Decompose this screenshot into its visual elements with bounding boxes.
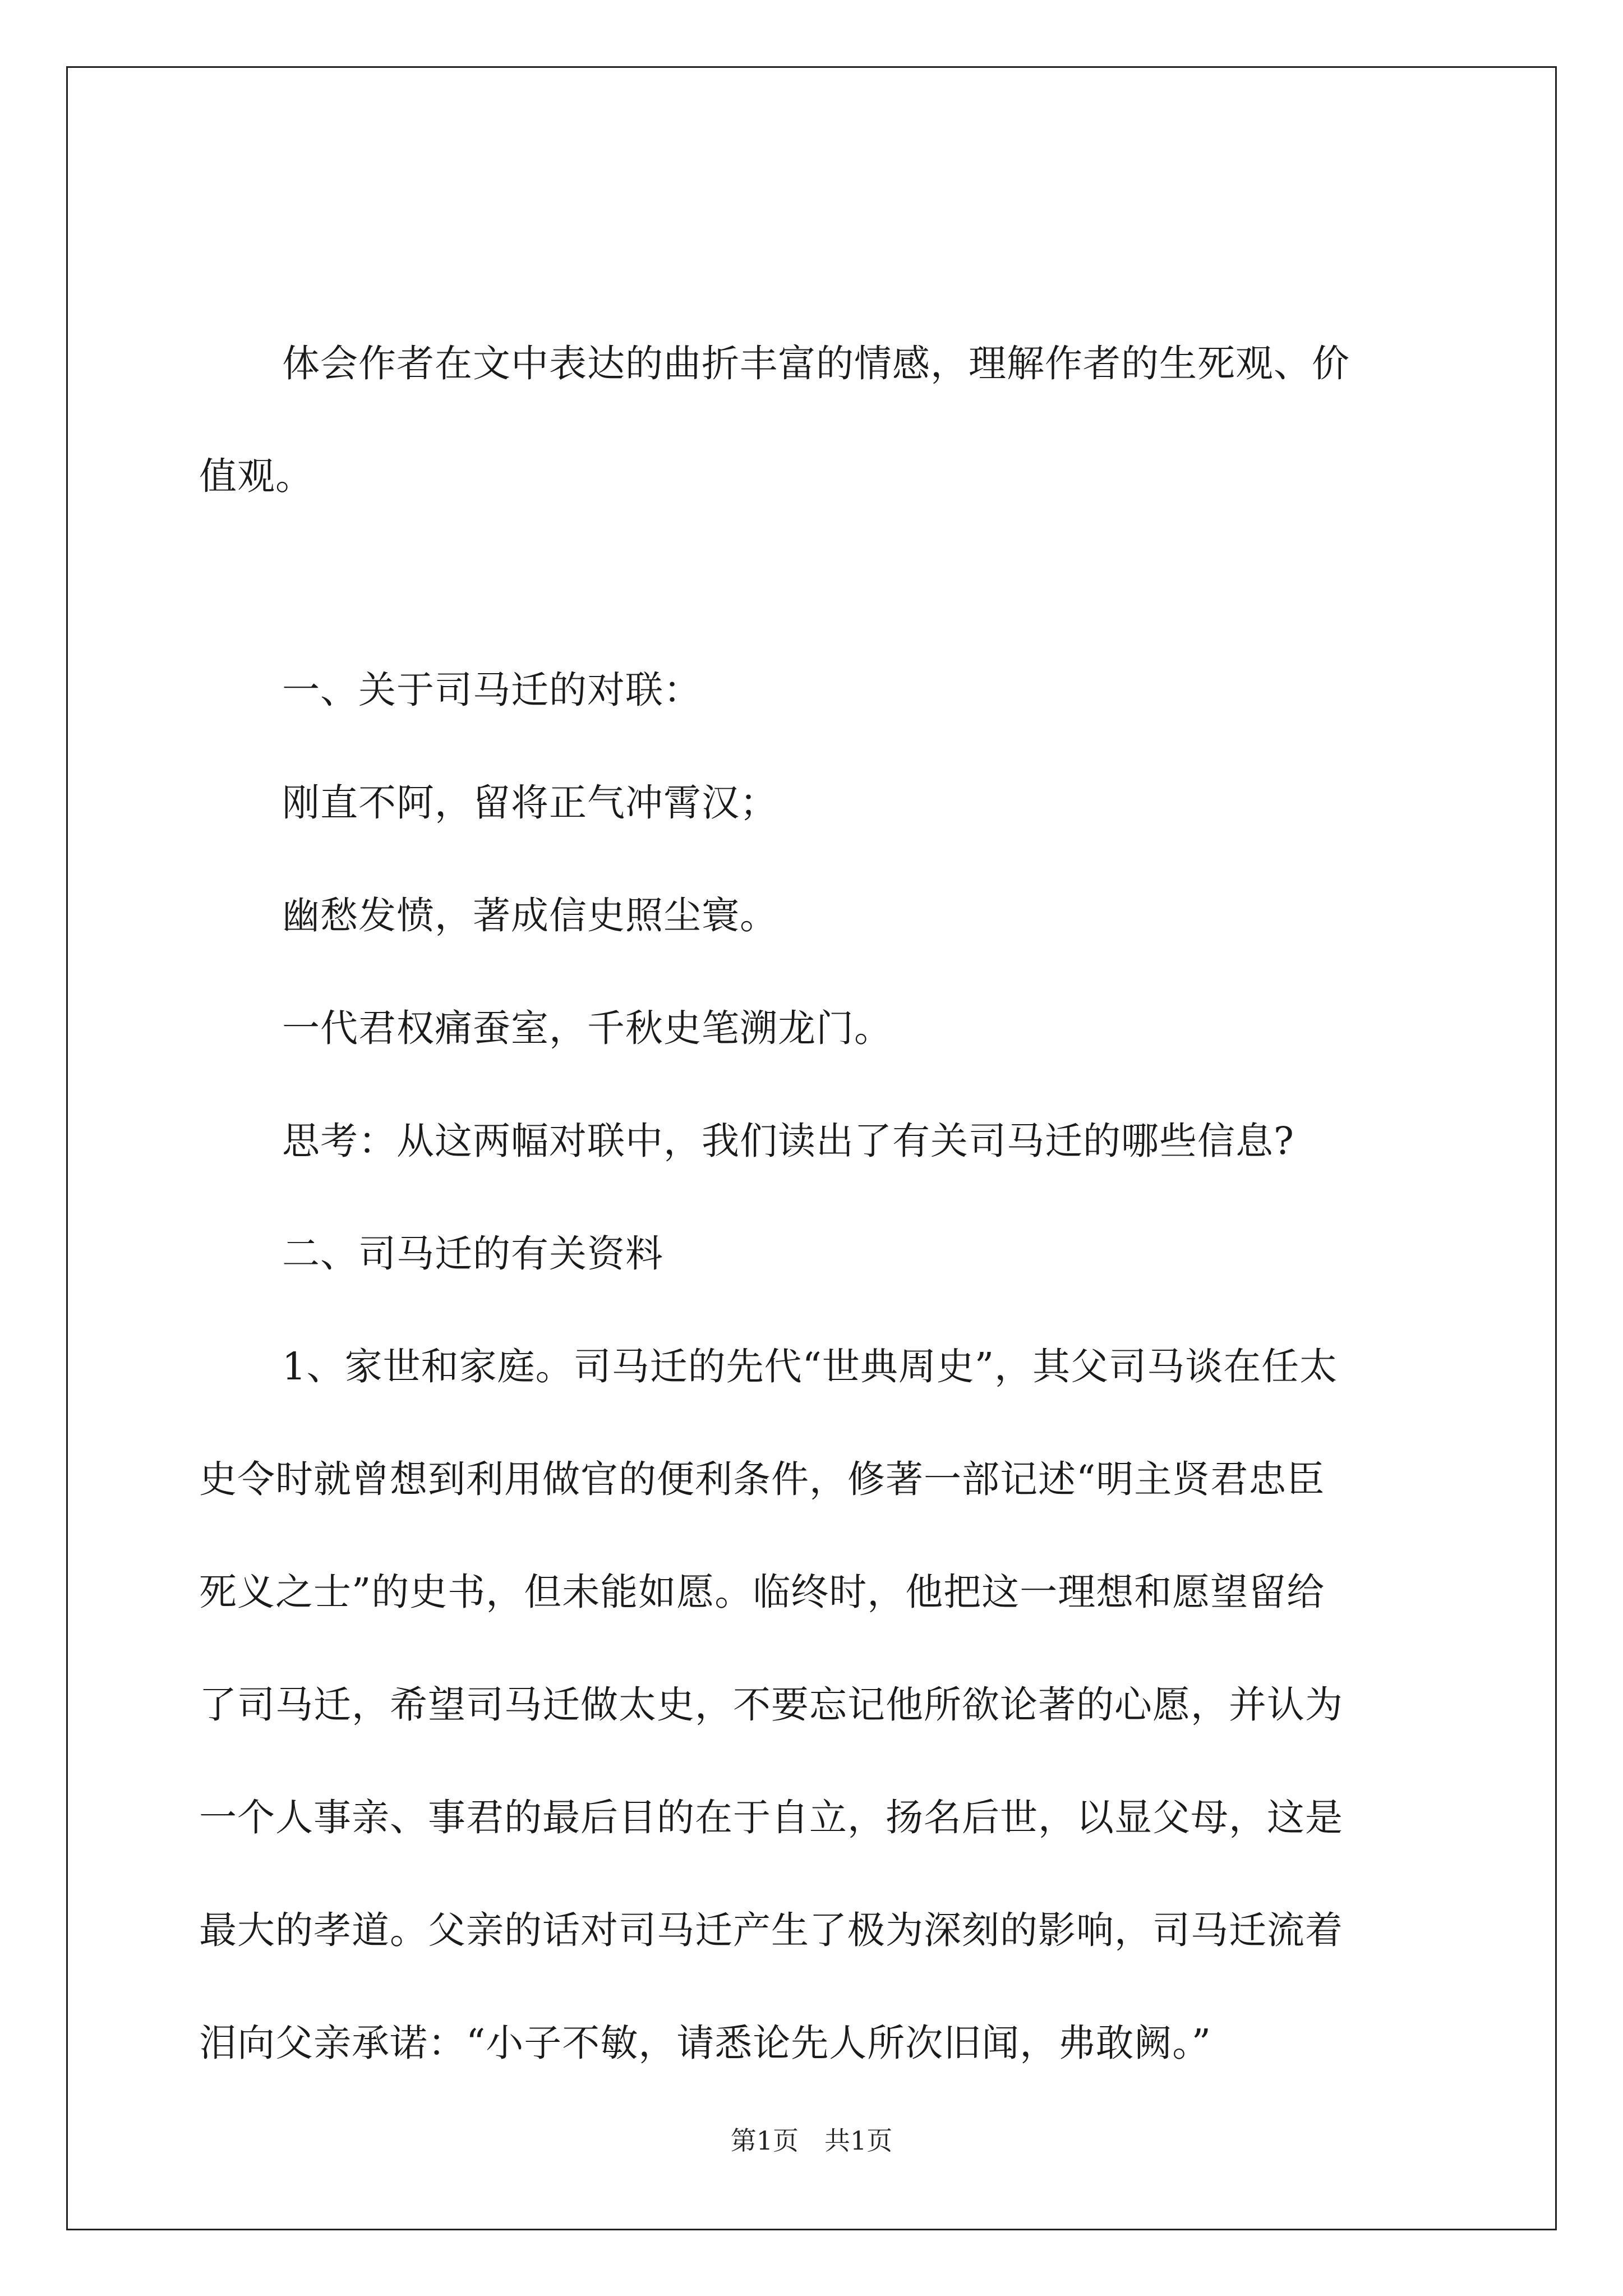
paragraph-intro — [199, 307, 1433, 533]
text-line: 一个人事亲、事君的最后目的在于自立，扬名后世，以显父母，这是 — [199, 1796, 1343, 1839]
text-line: 二、司马迁的有关资料 — [282, 1232, 663, 1276]
text-line: 一、关于司马迁的对联： — [282, 668, 702, 712]
text-line: 死义之士”的史书，但未能如愿。临终时，他把这一理想和愿望留给 — [199, 1570, 1325, 1614]
couplet-line — [199, 972, 1433, 1085]
text-line: 值观。 — [199, 454, 313, 498]
text-line: 了司马迁，希望司马迁做太史，不要忘记他所欲论著的心愿，并认为 — [199, 1683, 1343, 1727]
paragraph-family-background — [199, 1310, 1433, 2100]
text-line: 思考：从这两幅对联中，我们读出了有关司马迁的哪些信息? — [282, 1119, 1294, 1163]
section-heading-couplets — [199, 634, 1433, 747]
text-line: 幽愁发愤，著成信史照尘寰。 — [282, 894, 778, 937]
couplet-line — [199, 859, 1433, 972]
text-line: 刚直不阿，留将正气冲霄汉； — [282, 781, 778, 825]
text-line: 一代君权痛蚕室，千秋史笔溯龙门。 — [282, 1006, 892, 1050]
text-line: 最大的孝道。父亲的话对司马迁产生了极为深刻的影响，司马迁流着 — [199, 1908, 1343, 1952]
page-footer: 第1页 共1页 — [730, 2125, 893, 2156]
text-line: 1、家世和家庭。司马迁的先代“世典周史”，其父司马谈在任太 — [282, 1345, 1338, 1388]
question-paragraph — [199, 1085, 1433, 1198]
text-line: 史令时就曾想到利用做官的便利条件，修著一部记述“明主贤君忠臣 — [199, 1457, 1325, 1501]
text-line: 体会作者在文中表达的曲折丰富的情感，理解作者的生死观、价 — [282, 342, 1350, 385]
text-line: 泪向父亲承诺：“小子不敏，请悉论先人所次旧闻，弗敢阙。” — [199, 2021, 1212, 2065]
section-heading-materials — [199, 1198, 1433, 1310]
couplet-line — [199, 747, 1433, 859]
